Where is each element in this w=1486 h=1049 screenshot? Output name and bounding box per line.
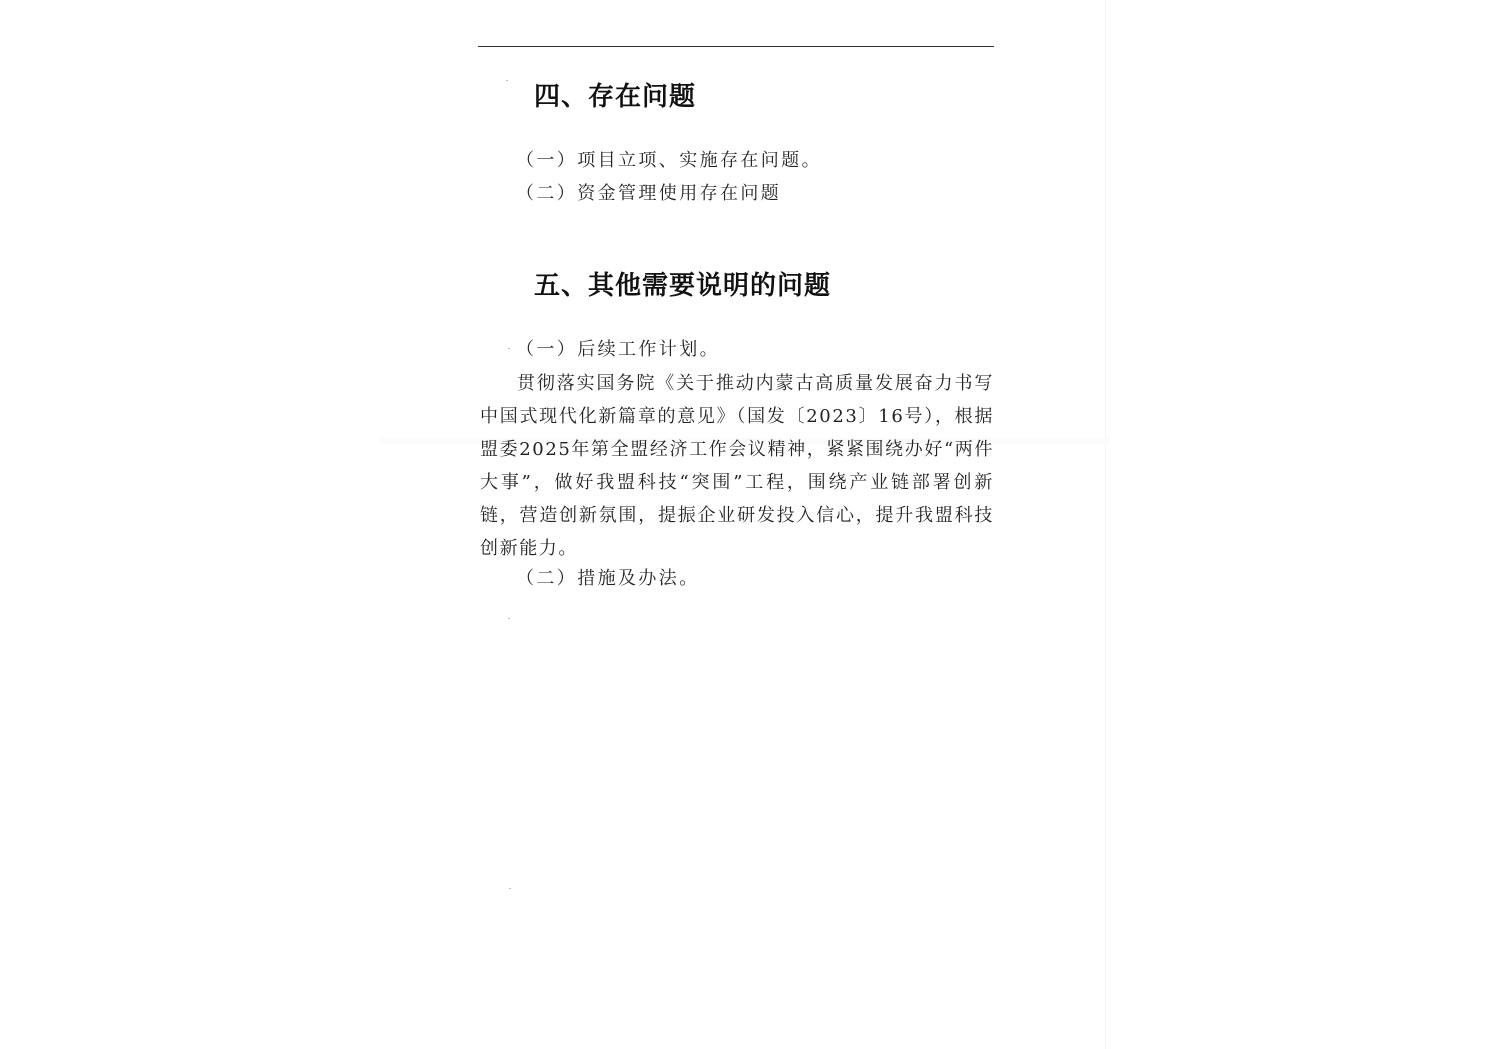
problem-item-project: （一）项目立项、实施存在问题。 (516, 150, 822, 171)
scan-speck (509, 888, 511, 889)
top-rule (478, 46, 994, 47)
scan-edge-shadow (1105, 0, 1106, 1049)
scan-speck (506, 80, 508, 81)
section-heading-other-issues: 五、其他需要说明的问题 (534, 271, 832, 301)
scan-speck (508, 348, 510, 349)
follow-up-paragraph: 贯彻落实国务院《关于推动内蒙古高质量发展奋力书写中国式现代化新篇章的意见》（国发〔2023〕16号），根据盟委2025年第全盟经济工作会议精神，紧紧围绕办好“两件大事”，做好我盟科技“突围”工程，围绕产业链部署创新链，营造创新氛围，提振企业研发投入信心，提升我盟科技创新能力。 (480, 373, 994, 559)
other-item-follow-up-plan: （一）后续工作计划。 (516, 339, 720, 360)
other-item-measures: （二）措施及办法。 (516, 568, 700, 589)
scan-speck (508, 618, 510, 619)
problem-item-funds: （二）资金管理使用存在问题 (516, 183, 782, 204)
section-heading-problems: 四、存在问题 (534, 82, 697, 112)
